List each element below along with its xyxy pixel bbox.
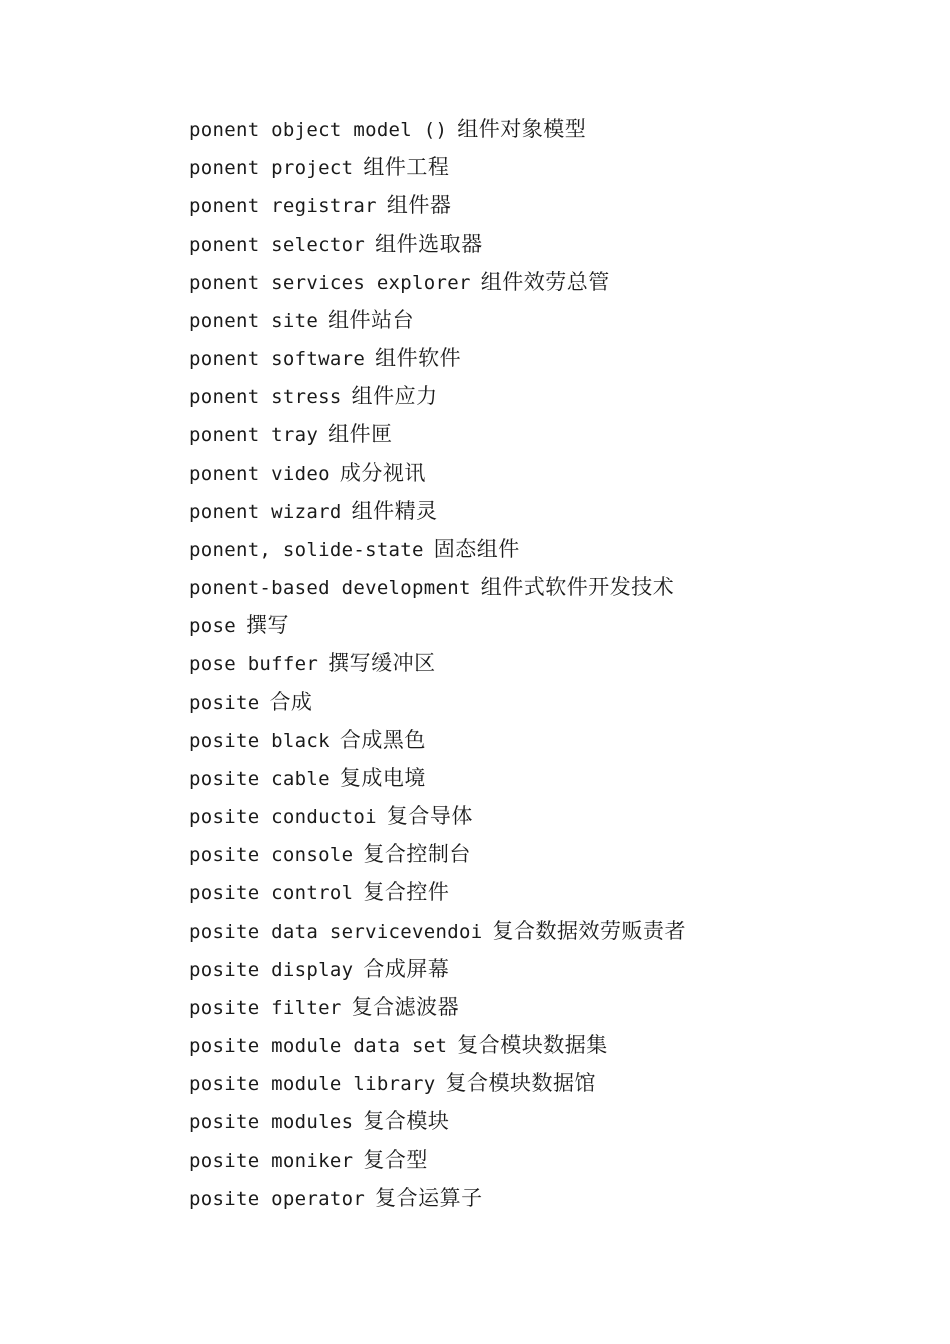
entry-translation: 撰写 xyxy=(245,613,289,638)
entry-translation: 合成黑色 xyxy=(339,727,426,752)
glossary-entry xyxy=(189,339,909,377)
glossary-entry xyxy=(189,301,909,339)
entry-term: ponent stress xyxy=(189,386,342,409)
entry-term: ponent object model () xyxy=(189,119,448,141)
entry-translation: 复成电境 xyxy=(339,765,426,790)
entry-translation: 组件站台 xyxy=(328,307,415,332)
glossary-entry xyxy=(189,148,909,186)
entry-translation: 撰写缓冲区 xyxy=(328,651,436,676)
entry-translation: 固态组件 xyxy=(433,536,520,561)
glossary-entry xyxy=(189,530,909,568)
glossary-entry xyxy=(189,1064,909,1102)
glossary-entry xyxy=(189,759,909,797)
entry-term: ponent software xyxy=(189,348,366,371)
glossary-entry xyxy=(189,1179,909,1217)
glossary-entry xyxy=(189,988,909,1026)
glossary-entry xyxy=(189,644,909,682)
glossary-entry xyxy=(189,377,909,415)
glossary-entry xyxy=(189,912,909,950)
glossary-entry xyxy=(189,1102,909,1140)
entry-term: posite control xyxy=(189,882,354,905)
glossary-list xyxy=(189,110,909,1217)
glossary-entry xyxy=(189,797,909,835)
entry-translation: 复合模块数据集 xyxy=(457,1033,608,1058)
glossary-entry xyxy=(189,186,909,224)
glossary-entry xyxy=(189,492,909,530)
entry-translation: 组件器 xyxy=(386,193,452,218)
entry-term: posite cable xyxy=(189,767,330,790)
entry-term: ponent selector xyxy=(189,233,366,256)
entry-translation: 复合导体 xyxy=(386,804,473,829)
entry-term: posite data servicevendoi xyxy=(189,920,483,943)
entry-term: posite operator xyxy=(189,1187,366,1210)
glossary-entry xyxy=(189,683,909,721)
glossary-entry xyxy=(189,1141,909,1179)
entry-term: ponent, solide-state xyxy=(189,538,424,561)
entry-translation: 组件软件 xyxy=(375,346,462,371)
entry-term: posite filter xyxy=(189,996,342,1019)
glossary-entry xyxy=(189,721,909,759)
entry-term: posite display xyxy=(189,958,354,981)
entry-translation: 组件选取器 xyxy=(375,231,483,256)
entry-term: ponent site xyxy=(189,309,319,332)
entry-term: pose buffer xyxy=(189,653,319,676)
entry-translation: 组件工程 xyxy=(363,155,450,180)
entry-translation: 合成屏幕 xyxy=(363,956,450,981)
glossary-entry xyxy=(189,1026,909,1064)
entry-term: ponent wizard xyxy=(189,500,342,523)
entry-translation: 复合滤波器 xyxy=(351,994,460,1019)
entry-translation: 复合模块数据馆 xyxy=(445,1071,597,1096)
glossary-entry xyxy=(189,225,909,263)
glossary-entry xyxy=(189,950,909,988)
entry-translation: 成分视讯 xyxy=(339,460,426,485)
entry-term: posite modules xyxy=(189,1111,354,1134)
entry-term: posite moniker xyxy=(189,1149,354,1172)
glossary-entry xyxy=(189,263,909,301)
entry-translation: 组件式软件开发技术 xyxy=(480,575,675,600)
entry-translation: 组件应力 xyxy=(351,384,438,409)
glossary-entry xyxy=(189,606,909,644)
entry-term: ponent-based development xyxy=(189,577,471,600)
entry-translation: 复合控制台 xyxy=(363,842,471,867)
glossary-entry xyxy=(189,873,909,911)
entry-term: ponent project xyxy=(189,157,354,180)
entry-translation: 组件对象模型 xyxy=(457,117,587,141)
entry-translation: 合成 xyxy=(269,689,313,714)
entry-translation: 组件匣 xyxy=(328,422,393,447)
entry-term: ponent video xyxy=(189,462,330,485)
entry-translation: 组件精灵 xyxy=(351,498,438,523)
entry-term: posite conductoi xyxy=(189,806,377,829)
glossary-entry xyxy=(189,415,909,453)
entry-translation: 组件效劳总管 xyxy=(480,269,610,294)
entry-translation: 复合模块 xyxy=(363,1109,450,1134)
entry-translation: 复合型 xyxy=(363,1147,428,1172)
entry-term: ponent services explorer xyxy=(189,271,471,294)
entry-term: ponent registrar xyxy=(189,195,377,218)
entry-translation: 复合运算子 xyxy=(375,1185,483,1210)
glossary-entry xyxy=(189,568,909,606)
entry-term: posite console xyxy=(189,844,354,867)
entry-term: ponent tray xyxy=(189,424,319,447)
glossary-entry xyxy=(189,454,909,492)
entry-term: posite module library xyxy=(189,1073,436,1096)
glossary-entry xyxy=(189,110,909,148)
entry-term: posite xyxy=(189,691,260,714)
entry-translation: 复合数据效劳贩责者 xyxy=(492,918,686,943)
entry-translation: 复合控件 xyxy=(363,880,450,905)
glossary-entry xyxy=(189,835,909,873)
entry-term: posite black xyxy=(189,729,330,752)
entry-term: posite module data set xyxy=(189,1035,448,1058)
entry-term: pose xyxy=(189,615,236,638)
